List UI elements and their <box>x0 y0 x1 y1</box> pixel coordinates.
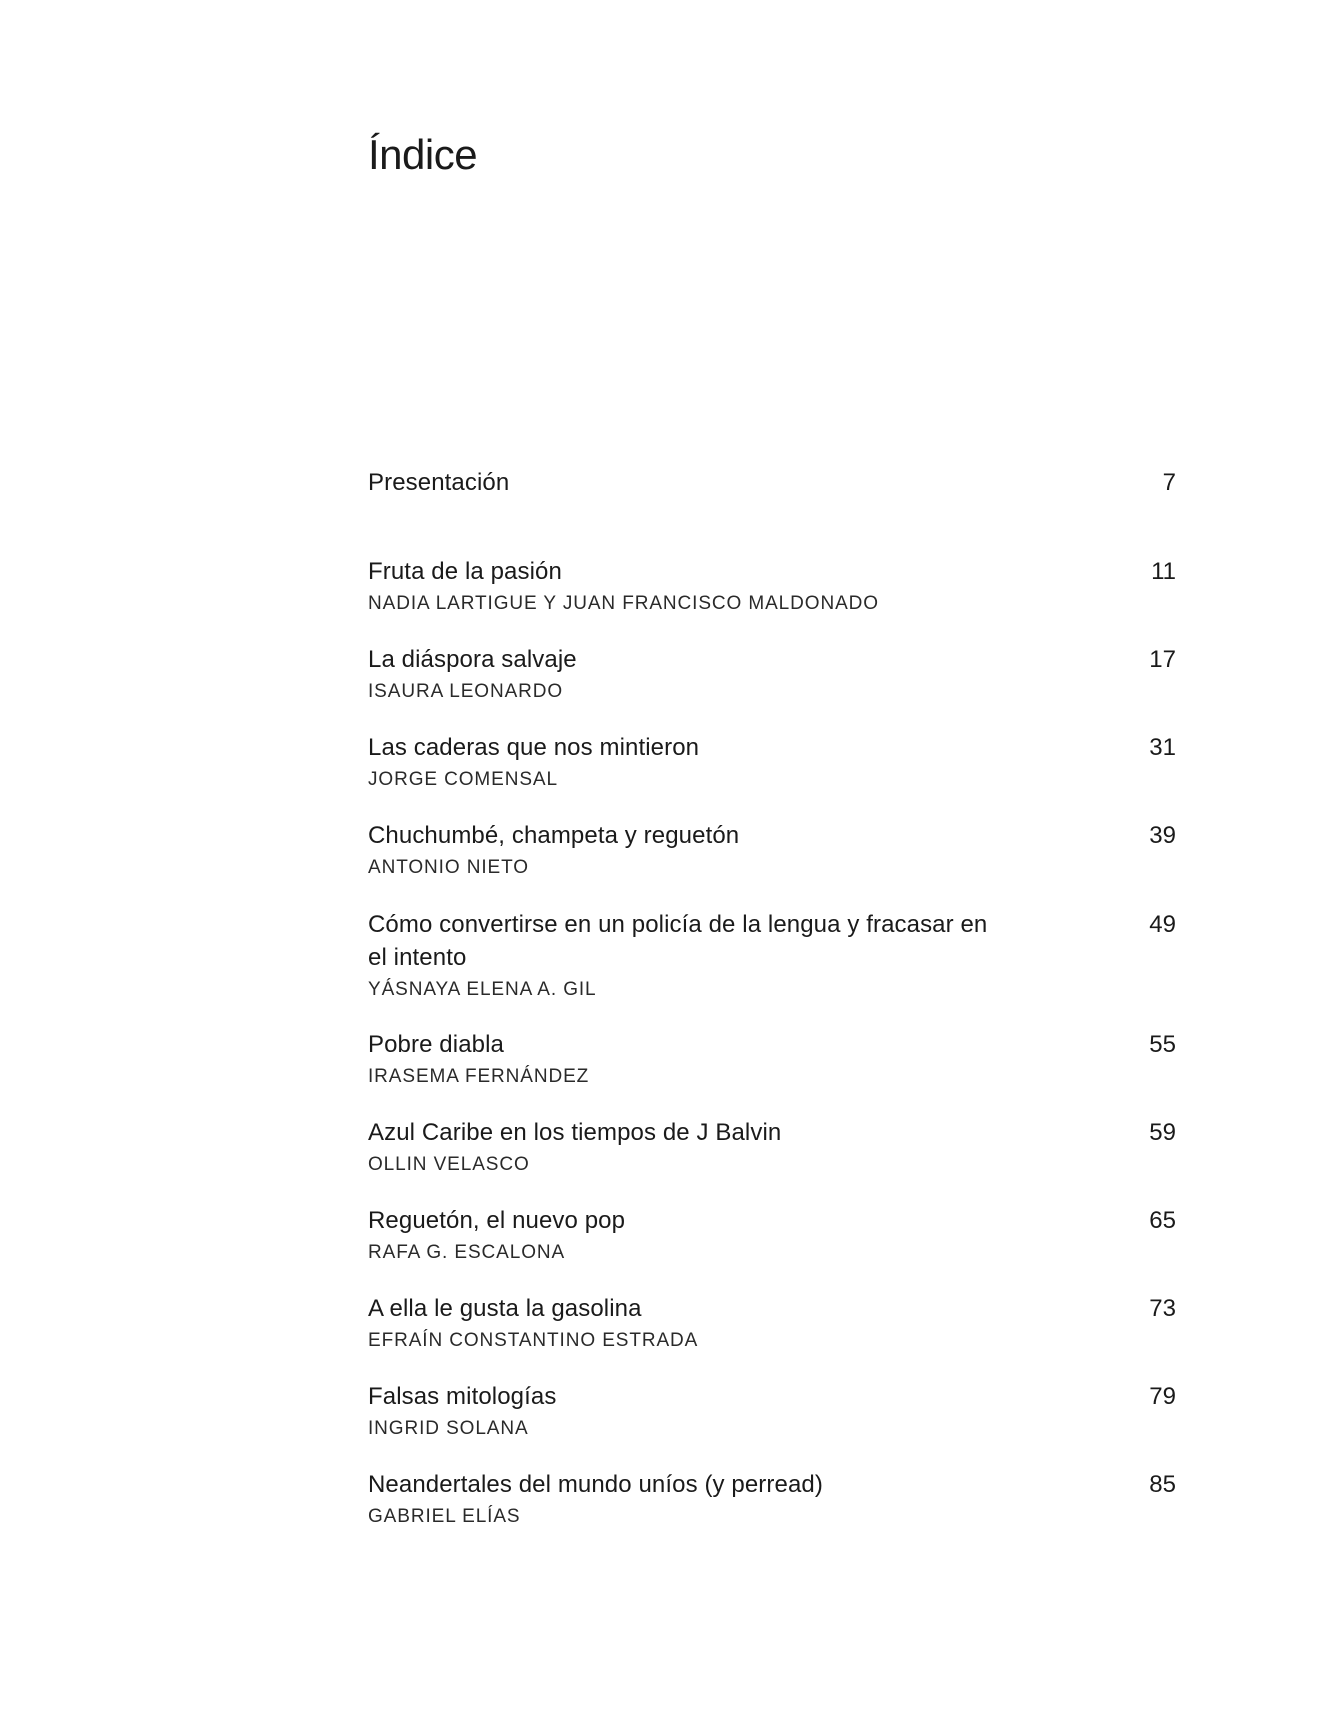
toc-entry-author: JORGE COMENSAL <box>368 769 558 790</box>
toc-entry-title: Presentación <box>368 469 510 496</box>
toc-entry-page: 59 <box>1149 1119 1176 1146</box>
toc-entry[interactable] <box>368 643 1176 704</box>
toc-entry-page: 7 <box>1162 469 1176 496</box>
toc-entry-author: ANTONIO NIETO <box>368 857 529 878</box>
toc-entry-author: INGRID SOLANA <box>368 1418 529 1439</box>
toc-entry-title: A ella le gusta la gasolina <box>368 1295 642 1322</box>
toc-entry-title: Neandertales del mundo uníos (y perread) <box>368 1471 823 1498</box>
toc-entry[interactable] <box>368 908 1176 1002</box>
toc-entry[interactable] <box>368 1292 1176 1353</box>
toc-entry-page: 31 <box>1149 734 1176 761</box>
toc-entry[interactable] <box>368 1028 1176 1089</box>
toc-entry[interactable] <box>368 1204 1176 1265</box>
toc-entry-page: 39 <box>1149 822 1176 849</box>
toc-entry[interactable] <box>368 1116 1176 1177</box>
toc-entry-author: EFRAÍN CONSTANTINO ESTRADA <box>368 1330 699 1351</box>
toc-entry-page: 73 <box>1149 1295 1176 1322</box>
toc-entry-page: 85 <box>1149 1471 1176 1498</box>
toc-entry-page: 11 <box>1151 558 1176 585</box>
toc-entry[interactable] <box>368 731 1176 792</box>
toc-entry-author: NADIA LARTIGUE Y JUAN FRANCISCO MALDONADO <box>368 593 879 614</box>
toc-entry-title: Cómo convertirse en un policía de la lengua y fracasar en el intento <box>368 911 988 971</box>
toc-entry[interactable] <box>368 1380 1176 1441</box>
toc-entry[interactable] <box>368 819 1176 880</box>
toc-entry-title: Fruta de la pasión <box>368 558 562 585</box>
toc-entry-title: Pobre diabla <box>368 1031 504 1058</box>
toc-entry-page: 49 <box>1149 911 1176 938</box>
toc-entry-page: 65 <box>1149 1207 1176 1234</box>
toc-entry-title: Falsas mitologías <box>368 1383 557 1410</box>
toc-entry-page: 79 <box>1149 1383 1176 1410</box>
toc-entry-author: YÁSNAYA ELENA A. GIL <box>368 979 597 1000</box>
toc-entry-title: Reguetón, el nuevo pop <box>368 1207 626 1234</box>
toc-entry-author: IRASEMA FERNÁNDEZ <box>368 1066 590 1087</box>
toc-entry-presentacion[interactable] <box>368 466 1176 499</box>
page-title: Índice <box>368 131 478 178</box>
toc-entry-title: Azul Caribe en los tiempos de J Balvin <box>368 1119 782 1146</box>
toc-entry-author: RAFA G. ESCALONA <box>368 1242 566 1263</box>
toc-entry[interactable] <box>368 1468 1176 1529</box>
toc-entry-page: 55 <box>1149 1031 1176 1058</box>
toc-entry-author: ISAURA LEONARDO <box>368 681 564 702</box>
toc-entry-author: OLLIN VELASCO <box>368 1154 530 1175</box>
toc-entry-title: Las caderas que nos mintieron <box>368 734 700 761</box>
toc-entry-title: La diáspora salvaje <box>368 646 577 673</box>
toc-entry[interactable] <box>368 555 1176 616</box>
toc-entry-title: Chuchumbé, champeta y reguetón <box>368 822 740 849</box>
toc-entry-author: GABRIEL ELÍAS <box>368 1506 521 1527</box>
toc-entry-page: 17 <box>1149 646 1176 673</box>
